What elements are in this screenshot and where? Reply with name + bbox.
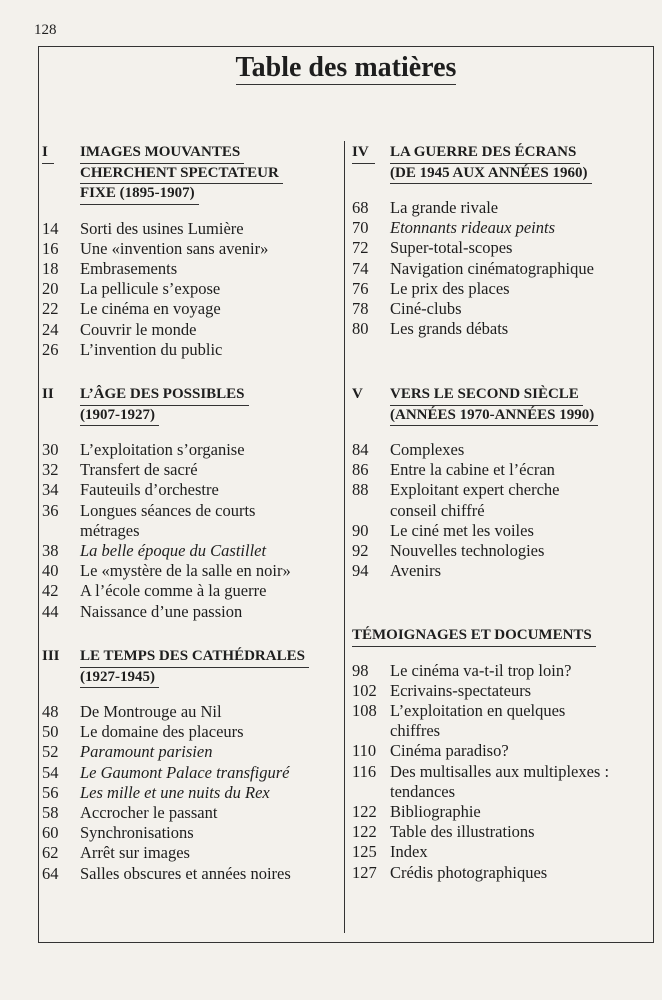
toc-entry-title	[80, 219, 342, 239]
toc-entry-title-line: Avenirs	[390, 561, 442, 581]
section-heading	[352, 143, 652, 184]
toc-entry-title	[80, 279, 342, 299]
toc-entry[interactable]	[352, 681, 652, 701]
page-number: 128	[34, 22, 57, 38]
section-heading-line: (DE 1945 AUX ANNÉES 1960)	[390, 164, 592, 185]
toc-entry[interactable]	[42, 722, 342, 742]
toc-entry[interactable]	[42, 702, 342, 722]
toc-entry-page: 68	[352, 198, 369, 217]
toc-entry[interactable]	[352, 541, 652, 561]
toc-entry-title	[390, 460, 652, 480]
toc-entry-page: 54	[42, 762, 59, 782]
toc-entry-title	[390, 762, 652, 802]
toc-entry-page: 24	[42, 319, 59, 339]
section-roman-numeral: IV	[352, 143, 375, 164]
toc-entry-title	[390, 299, 652, 319]
toc-entry-page: 94	[352, 561, 369, 581]
toc-entry-page: 76	[352, 278, 369, 298]
toc-entry-title-line: Le cinéma va-t-il trop loin?	[390, 660, 572, 680]
toc-entry[interactable]	[352, 238, 652, 258]
section-heading-line: (1927-1945)	[80, 668, 159, 689]
toc-entry-title-line: Arrêt sur images	[80, 843, 190, 863]
toc-entry[interactable]	[42, 823, 342, 843]
toc-entry-title	[80, 541, 342, 561]
toc-entry-title	[80, 864, 342, 884]
toc-entry-title-line: Exploitant expert cherche	[390, 480, 560, 500]
toc-entry-title-line: Index	[390, 842, 428, 862]
toc-entry-title	[80, 783, 342, 803]
toc-entry-page: 116	[352, 761, 377, 781]
toc-entry-title	[390, 802, 652, 822]
toc-entry-title	[80, 823, 342, 843]
section-heading	[352, 626, 652, 647]
toc-entry-title-line: La belle époque du Castillet	[80, 541, 267, 561]
toc-entry-title	[390, 541, 652, 561]
toc-entry-page: 110	[352, 741, 377, 761]
section-heading-line: IMAGES MOUVANTES	[80, 143, 244, 164]
toc-entry-title-line: Embrasements	[80, 258, 178, 278]
toc-entry-title	[80, 239, 342, 259]
toc-entry-title	[390, 701, 652, 741]
section-heading-line: LE TEMPS DES CATHÉDRALES	[80, 647, 309, 668]
toc-entry[interactable]	[352, 561, 652, 581]
section-heading	[352, 385, 652, 426]
toc-entry-title-line: Sorti des usines Lumière	[80, 218, 244, 238]
section-roman-numeral: V	[352, 386, 363, 402]
toc-entry-title	[390, 480, 652, 520]
toc-entry[interactable]	[42, 480, 342, 500]
toc-entry-page: 102	[352, 680, 377, 700]
page-title	[39, 52, 653, 84]
toc-entry-title	[80, 501, 342, 541]
section-roman-numeral: I	[42, 143, 54, 164]
toc-entry[interactable]	[42, 219, 342, 239]
toc-entry-page: 52	[42, 742, 59, 762]
toc-entry-title-line: Etonnants rideaux peints	[390, 218, 555, 238]
toc-entry[interactable]	[42, 763, 342, 783]
toc-entry-page: 88	[352, 480, 369, 500]
toc-entry-page: 70	[352, 218, 369, 238]
toc-entry[interactable]	[352, 842, 652, 862]
toc-entry-page: 60	[42, 823, 59, 843]
toc-entry-page: 125	[352, 842, 377, 862]
toc-entry-page: 108	[352, 700, 377, 720]
toc-entry-title-line: Bibliographie	[390, 801, 481, 821]
toc-entry-title-line: Couvrir le monde	[80, 319, 197, 339]
toc-entry[interactable]	[42, 864, 342, 884]
toc-entry-page: 16	[42, 238, 59, 258]
toc-entry-title-line: Complexes	[390, 440, 465, 459]
toc-entry-title-line: A l’école comme à la guerre	[80, 581, 267, 601]
toc-entry-title	[80, 480, 342, 500]
toc-entry-title	[390, 238, 652, 258]
toc-entry[interactable]	[352, 741, 652, 761]
toc-entry-title-line: La grande rivale	[390, 198, 499, 217]
toc-entry[interactable]	[42, 783, 342, 803]
toc-entry-page: 62	[42, 843, 59, 863]
toc-entry[interactable]	[352, 460, 652, 480]
toc-entry-page: 30	[42, 440, 59, 459]
toc-entry-title-line: Le domaine des placeurs	[80, 722, 244, 742]
toc-entry-title-continuation: chiffres	[390, 721, 441, 741]
toc-entry-title	[80, 440, 342, 460]
toc-entry-title	[80, 843, 342, 863]
toc-entry-title-line: L’invention du public	[80, 339, 223, 359]
toc-entry-page: 42	[42, 581, 59, 601]
section-heading-line: TÉMOIGNAGES ET DOCUMENTS	[352, 626, 596, 647]
toc-entry-title-line: Le «mystère de la salle en noir»	[80, 561, 291, 581]
toc-entry-title	[390, 259, 652, 279]
toc-entry[interactable]	[352, 259, 652, 279]
toc-entry-page: 50	[42, 722, 59, 742]
toc-entry[interactable]	[42, 602, 342, 622]
section-5	[352, 385, 652, 581]
toc-entry-page: 32	[42, 460, 59, 480]
toc-entry-title	[390, 681, 652, 701]
toc-entry-title-line: Super-total-scopes	[390, 238, 513, 258]
toc-entry-page: 64	[42, 863, 59, 883]
section-roman-numeral: II	[42, 386, 54, 402]
section-3	[42, 647, 342, 884]
toc-entry-page: 22	[42, 299, 59, 319]
toc-entry-title-continuation: tendances	[390, 781, 456, 801]
toc-entry[interactable]	[352, 198, 652, 218]
toc-entry-title	[80, 722, 342, 742]
toc-entry[interactable]	[352, 863, 652, 883]
toc-entry-title	[80, 299, 342, 319]
toc-entry-title	[390, 198, 652, 218]
toc-entry-title	[390, 279, 652, 299]
toc-entry-title-line: Les grands débats	[390, 319, 509, 339]
toc-entry[interactable]	[352, 440, 652, 460]
toc-entry-page: 84	[352, 440, 369, 459]
toc-entry[interactable]	[352, 480, 652, 520]
toc-entry-title-line: Ciné-clubs	[390, 299, 462, 319]
toc-entry-title	[390, 741, 652, 761]
toc-entry[interactable]	[42, 259, 342, 279]
toc-frame	[38, 46, 654, 943]
toc-entry[interactable]	[42, 581, 342, 601]
toc-entry-page: 26	[42, 339, 59, 359]
toc-entry-title	[80, 742, 342, 762]
toc-entry-title	[390, 521, 652, 541]
toc-entry-title	[80, 259, 342, 279]
toc-entry-page: 14	[42, 218, 59, 238]
toc-entry-title-line: Table des illustrations	[390, 822, 535, 842]
toc-entry-title-line: Entre la cabine et l’écran	[390, 460, 555, 480]
toc-entry-title	[390, 661, 652, 681]
toc-entry-title-line: Une «invention sans avenir»	[80, 238, 269, 258]
toc-entry-page: 18	[42, 258, 59, 278]
toc-entry[interactable]	[352, 319, 652, 339]
toc-entry-title	[80, 803, 342, 823]
toc-entry-title-line: L’exploitation en quelques	[390, 700, 566, 720]
toc-entry-title-line: Fauteuils d’orchestre	[80, 480, 219, 500]
toc-entry-title-line: Crédis photographiques	[390, 862, 548, 882]
toc-entry-title-line: De Montrouge au Nil	[80, 702, 222, 721]
toc-entry-page: 122	[352, 822, 377, 842]
toc-entry-title-line: Les mille et une nuits du Rex	[80, 782, 270, 802]
toc-entry-title-line: Des multisalles aux multiplexes :	[390, 761, 610, 781]
toc-entry-title-line: Synchronisations	[80, 823, 194, 843]
toc-entry[interactable]	[42, 440, 342, 460]
section-heading-line: (1907-1927)	[80, 406, 159, 427]
toc-entry-title-line: Paramount parisien	[80, 742, 213, 762]
toc-entry-page: 38	[42, 541, 59, 561]
toc-entry-title-line: Nouvelles technologies	[390, 541, 545, 561]
toc-entry[interactable]	[42, 541, 342, 561]
toc-entry-title	[80, 763, 342, 783]
toc-entry-title-line: Cinéma paradiso?	[390, 741, 509, 761]
section-4	[352, 143, 652, 339]
section-2	[42, 385, 342, 622]
toc-entry-title-line: Le ciné met les voiles	[390, 520, 534, 540]
toc-entry-page: 56	[42, 782, 59, 802]
section-heading-line: (ANNÉES 1970-ANNÉES 1990)	[390, 406, 598, 427]
toc-entry[interactable]	[352, 521, 652, 541]
toc-entry-title-line: Naissance d’une passion	[80, 601, 243, 621]
toc-entry[interactable]	[42, 299, 342, 319]
section-heading	[42, 385, 342, 426]
toc-entry[interactable]	[42, 239, 342, 259]
toc-entry-title-line: Transfert de sacré	[80, 460, 198, 480]
toc-entry-page: 92	[352, 541, 369, 561]
toc-entry-title	[390, 561, 652, 581]
toc-entry-title-line: Le Gaumont Palace transfiguré	[80, 762, 290, 782]
toc-entry-page: 20	[42, 279, 59, 299]
toc-entry-title-line: Longues séances de courts	[80, 500, 256, 520]
toc-entry[interactable]	[42, 742, 342, 762]
toc-entry[interactable]	[352, 701, 652, 741]
toc-entry[interactable]	[352, 661, 652, 681]
toc-entry-page: 40	[42, 561, 59, 581]
toc-entry-title-line: Le cinéma en voyage	[80, 299, 221, 319]
toc-entry-title	[80, 602, 342, 622]
toc-entry-title-line: Salles obscures et années noires	[80, 863, 291, 883]
section-heading	[42, 143, 342, 205]
section-heading-line: FIXE (1895-1907)	[80, 184, 199, 205]
toc-entry[interactable]	[42, 501, 342, 541]
section-heading-line: LA GUERRE DES ÉCRANS	[390, 143, 580, 164]
toc-entry[interactable]	[42, 279, 342, 299]
toc-entry[interactable]	[42, 843, 342, 863]
toc-entry-title	[390, 440, 652, 460]
toc-entry-title	[80, 581, 342, 601]
section-heading	[42, 647, 342, 688]
toc-entry[interactable]	[352, 299, 652, 319]
toc-entry-title-line: Accrocher le passant	[80, 803, 218, 823]
toc-entry-page: 127	[352, 862, 377, 882]
toc-entry-title	[80, 702, 342, 722]
toc-entry[interactable]	[42, 460, 342, 480]
toc-entry-page: 86	[352, 460, 369, 480]
toc-entry-title	[80, 340, 342, 360]
toc-entry-title-continuation: conseil chiffré	[390, 500, 485, 520]
section-roman-numeral: III	[42, 648, 60, 664]
section-heading-line: L’ÂGE DES POSSIBLES	[80, 385, 249, 406]
toc-entry-title-continuation: métrages	[80, 520, 140, 540]
toc-entry-page: 48	[42, 702, 59, 721]
section-1	[42, 143, 342, 360]
toc-entry-page: 90	[352, 520, 369, 540]
page-title-text: Table des matières	[235, 52, 457, 83]
toc-entry-title	[80, 460, 342, 480]
toc-entry-title-line: Le prix des places	[390, 278, 510, 298]
toc-entry-title	[390, 822, 652, 842]
toc-entry[interactable]	[42, 561, 342, 581]
toc-entry-page: 36	[42, 500, 59, 520]
toc-entry-title	[80, 320, 342, 340]
toc-entry[interactable]	[42, 340, 342, 360]
toc-entry-title	[80, 561, 342, 581]
toc-entry[interactable]	[352, 279, 652, 299]
toc-entry-title-line: L’exploitation s’organise	[80, 440, 245, 459]
toc-entry-title	[390, 218, 652, 238]
toc-entry-title	[390, 863, 652, 883]
toc-entry-page: 44	[42, 601, 59, 621]
toc-entry-page: 98	[352, 660, 369, 680]
toc-entry[interactable]	[352, 802, 652, 822]
section-heading-line: VERS LE SECOND SIÈCLE	[390, 385, 583, 406]
toc-entry[interactable]	[352, 218, 652, 238]
toc-entry[interactable]	[352, 762, 652, 802]
toc-entry-page: 72	[352, 238, 369, 258]
toc-entry-title-line: Ecrivains-spectateurs	[390, 680, 532, 700]
toc-entry-title	[390, 842, 652, 862]
toc-entry-title	[390, 319, 652, 339]
toc-entry-title-line: La pellicule s’expose	[80, 279, 221, 299]
column-divider	[344, 141, 345, 933]
toc-entry-page: 78	[352, 299, 369, 319]
section-heading-line: CHERCHENT SPECTATEUR	[80, 164, 283, 185]
toc-entry-page: 74	[352, 258, 369, 278]
section-6	[352, 626, 652, 883]
toc-entry-title-line: Navigation cinématographique	[390, 258, 594, 278]
toc-entry-page: 34	[42, 480, 59, 500]
toc-entry[interactable]	[352, 822, 652, 842]
toc-entry-page: 122	[352, 801, 377, 821]
toc-entry-page: 58	[42, 803, 59, 823]
toc-entry-page: 80	[352, 319, 369, 339]
toc-entry[interactable]	[42, 803, 342, 823]
toc-entry[interactable]	[42, 320, 342, 340]
